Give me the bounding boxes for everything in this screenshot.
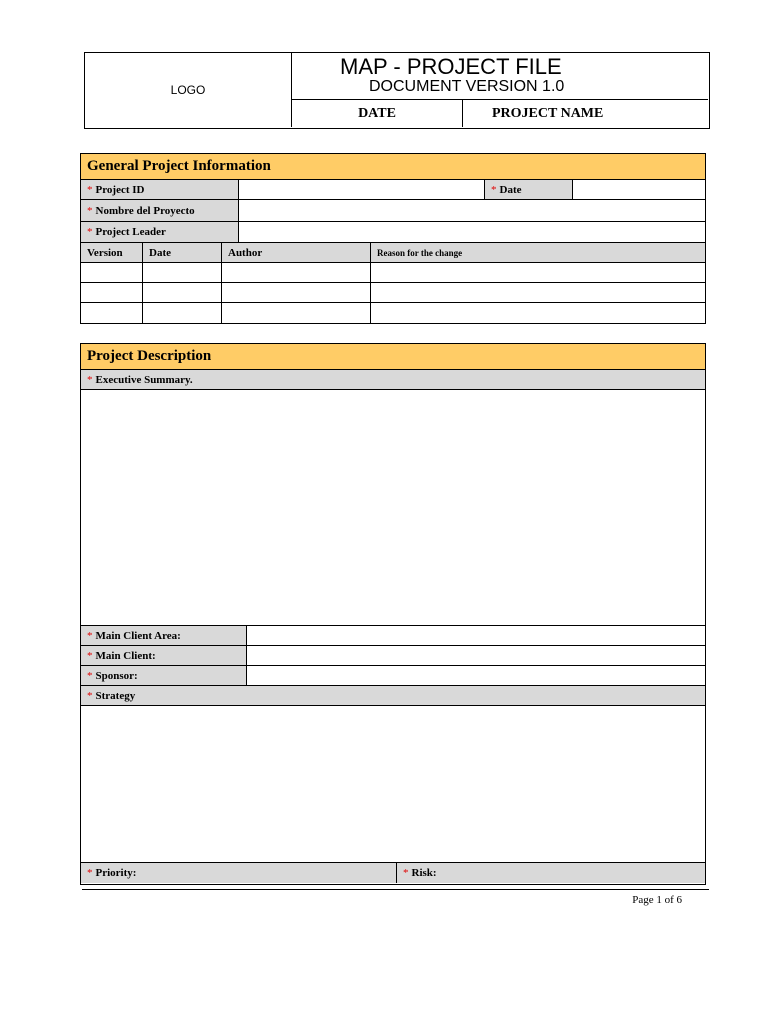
history-header-row xyxy=(81,243,705,263)
history-cell[interactable] xyxy=(222,263,371,282)
section-title-description: Project Description xyxy=(81,344,705,370)
row-priority-risk xyxy=(81,863,705,883)
row-main-client xyxy=(81,646,705,666)
history-cell[interactable] xyxy=(81,303,143,323)
label-risk[interactable]: * Risk: xyxy=(403,867,437,879)
project-description-section xyxy=(80,343,706,885)
document-title: MAP - PROJECT FILE xyxy=(340,54,562,79)
header-project-name-label: PROJECT NAME xyxy=(492,105,604,121)
row-strategy xyxy=(81,686,705,706)
row-nombre xyxy=(81,200,705,222)
label-strategy: * Strategy xyxy=(87,689,136,702)
history-row xyxy=(81,263,705,283)
required-marker: * xyxy=(87,669,93,682)
required-marker: * xyxy=(87,689,93,702)
label-priority[interactable]: * Priority: xyxy=(81,863,397,883)
label-project-leader: * Project Leader xyxy=(81,222,239,242)
history-cell[interactable] xyxy=(143,263,222,282)
row-sponsor xyxy=(81,666,705,686)
label-main-client-area: * Main Client Area: xyxy=(81,626,247,645)
history-cell[interactable] xyxy=(143,283,222,302)
strategy-area[interactable] xyxy=(81,706,705,863)
field-project-id[interactable] xyxy=(239,180,485,199)
history-cell[interactable] xyxy=(371,283,705,302)
col-version: Version xyxy=(81,243,143,262)
history-cell[interactable] xyxy=(371,303,705,323)
field-date[interactable] xyxy=(573,180,705,199)
field-project-leader[interactable] xyxy=(239,222,705,242)
row-project-leader xyxy=(81,222,705,243)
required-marker: * xyxy=(491,183,497,196)
section-title-general: General Project Information xyxy=(81,154,705,180)
history-row xyxy=(81,303,705,323)
col-author: Author xyxy=(222,243,371,262)
row-project-id xyxy=(81,180,705,200)
label-nombre-proyecto: * Nombre del Proyecto xyxy=(81,200,239,221)
logo-placeholder: LOGO xyxy=(85,53,292,127)
col-date: Date xyxy=(143,243,222,262)
document-version: DOCUMENT VERSION 1.0 xyxy=(369,78,565,95)
label-date: * Date xyxy=(485,180,573,199)
required-marker: * xyxy=(87,183,93,196)
field-main-client-area[interactable] xyxy=(247,626,705,645)
required-marker: * xyxy=(87,629,93,642)
required-marker: * xyxy=(403,867,409,879)
label-main-client: * Main Client: xyxy=(81,646,247,665)
history-cell[interactable] xyxy=(371,263,705,282)
history-cell[interactable] xyxy=(81,283,143,302)
history-cell[interactable] xyxy=(222,303,371,323)
label-project-id: * Project ID xyxy=(81,180,239,199)
field-sponsor[interactable] xyxy=(247,666,705,685)
required-marker: * xyxy=(87,204,93,217)
required-marker: * xyxy=(87,649,93,662)
general-info-section xyxy=(80,153,706,324)
required-marker: * xyxy=(87,373,93,386)
executive-summary-area[interactable] xyxy=(81,390,705,626)
label-sponsor: * Sponsor: xyxy=(81,666,247,685)
required-marker: * xyxy=(87,226,93,238)
required-marker: * xyxy=(87,867,93,879)
field-nombre-proyecto[interactable] xyxy=(239,200,705,221)
field-main-client[interactable] xyxy=(247,646,705,665)
history-cell[interactable] xyxy=(143,303,222,323)
title-box xyxy=(292,53,708,100)
col-reason: Reason for the change xyxy=(377,247,463,258)
row-main-client-area xyxy=(81,626,705,646)
header-date-label: DATE xyxy=(292,100,463,127)
label-executive-summary: * Executive Summary. xyxy=(87,373,193,386)
document-header xyxy=(84,52,710,129)
history-cell[interactable] xyxy=(81,263,143,282)
history-row xyxy=(81,283,705,303)
history-cell[interactable] xyxy=(222,283,371,302)
page-number: Page 1 of 6 xyxy=(632,894,682,906)
footer-divider xyxy=(82,889,709,890)
row-executive-summary xyxy=(81,370,705,390)
